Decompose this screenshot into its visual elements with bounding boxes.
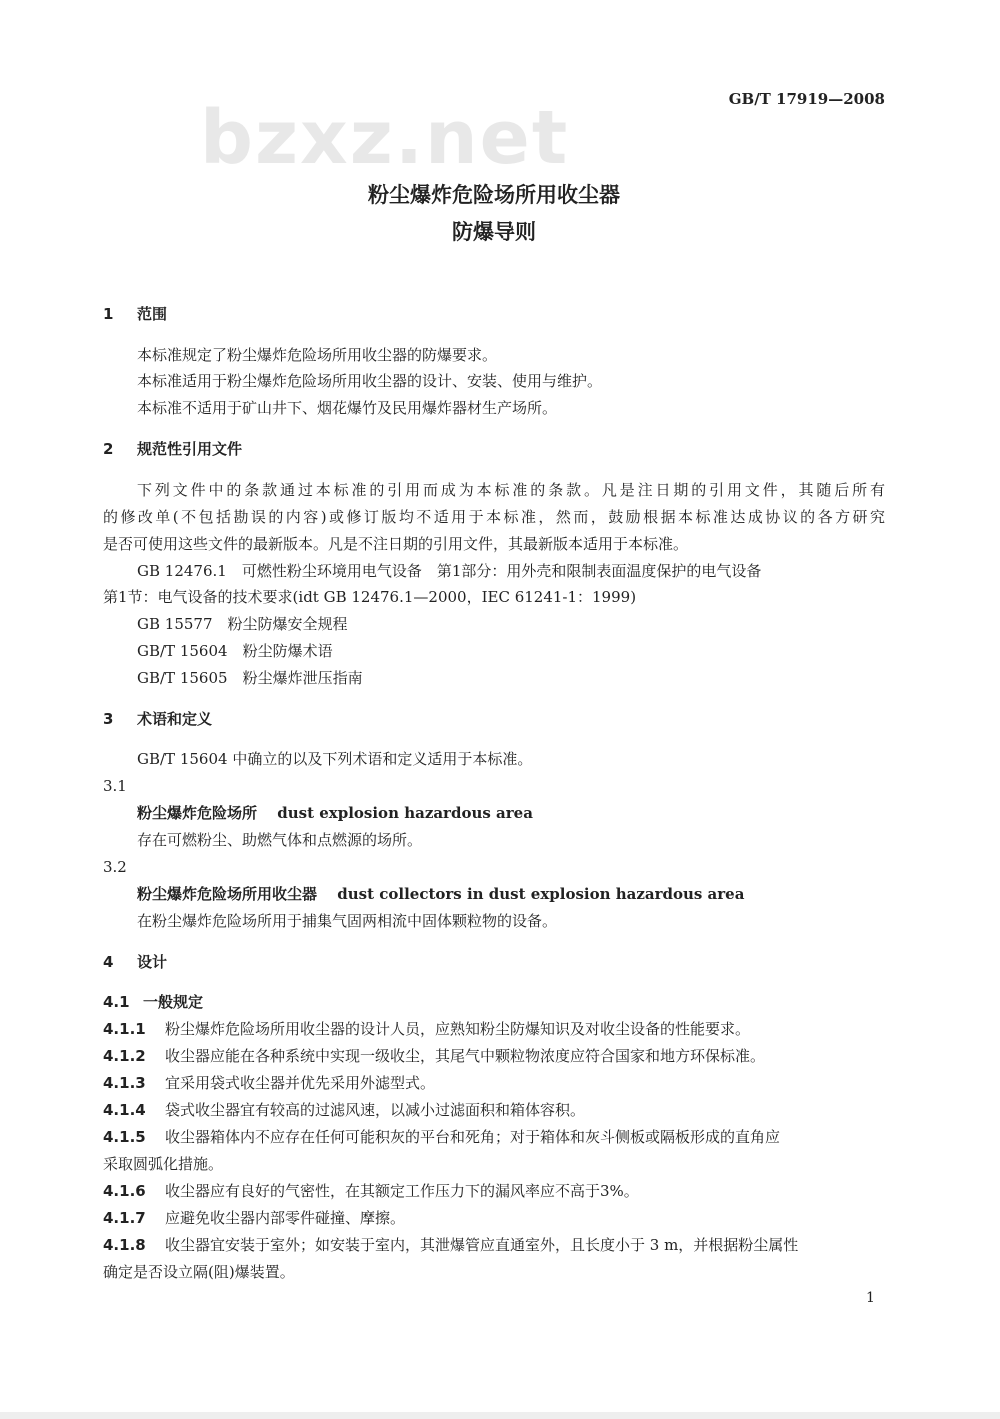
watermark: bzxz.net [200, 95, 570, 181]
reference-title: 粉尘防爆术语 [242, 642, 333, 660]
paragraph: 本标准规定了粉尘爆炸危险场所用收尘器的防爆要求。 [137, 346, 498, 364]
subsection-heading [103, 992, 203, 1012]
reference-code: GB/T 15604 [137, 642, 228, 660]
section-4-heading [103, 952, 167, 972]
subsection-title: 一般规定 [143, 993, 204, 1011]
standard-number: GB/T 17919—2008 [728, 90, 885, 108]
clause [103, 1100, 585, 1120]
section-2-heading [103, 439, 242, 459]
clause-number: 4.1.5 [103, 1128, 146, 1146]
reference-title: 粉尘爆炸泄压指南 [242, 669, 363, 687]
clause-number: 4.1.1 [103, 1020, 146, 1038]
term-zh: 粉尘爆炸危险场所用收尘器 [137, 885, 318, 903]
term-definition: 在粉尘爆炸危险场所用于捕集气固两相流中固体颗粒物的设备。 [137, 912, 558, 930]
clause-continuation: 确定是否设立隔(阻)爆装置。 [103, 1263, 295, 1281]
paragraph-line: 是否可使用这些文件的最新版本。凡是不注日期的引用文件，其最新版本适用于本标准。 [103, 535, 689, 553]
section-3-heading [103, 709, 212, 729]
reference-code: GB 12476.1 [137, 562, 227, 580]
section-number: 3 [103, 710, 114, 728]
clause-number: 4.1.6 [103, 1182, 146, 1200]
term-heading [137, 884, 744, 904]
paragraph-line: 下列文件中的条款通过本标准的引用而成为本标准的条款。凡是注日期的引用文件，其随后所有 [137, 481, 885, 499]
title-line-1: 粉尘爆炸危险场所用收尘器 [368, 183, 620, 207]
reference-title: 可燃性粉尘环境用电气设备 第1部分：用外壳和限制表面温度保护的电气设备 [241, 562, 762, 580]
term-number: 3.2 [103, 858, 127, 876]
clause-number: 4.1.3 [103, 1074, 146, 1092]
clause-text: 收尘器箱体内不应存在任何可能积灰的平台和死角；对于箱体和灰斗侧板或隔板形成的直角应 [165, 1128, 781, 1146]
clause-text: 收尘器宜安装于室外；如安装于室内，其泄爆管应直通室外，且长度小于 3 m，并根据粉尘属性 [165, 1236, 799, 1254]
clause-number: 4.1.7 [103, 1209, 146, 1227]
reference-item [137, 641, 333, 661]
clause-number: 4.1.8 [103, 1236, 146, 1254]
clause [103, 1073, 435, 1093]
section-title: 术语和定义 [137, 710, 213, 728]
term-heading [137, 803, 533, 823]
clause-text: 宜采用袋式收尘器并优先采用外滤型式。 [165, 1074, 436, 1092]
clause-number: 4.1.2 [103, 1047, 146, 1065]
page-number: 1 [866, 1290, 875, 1306]
term-number: 3.1 [103, 777, 127, 795]
paragraph: 本标准适用于粉尘爆炸危险场所用收尘器的设计、安装、使用与维护。 [137, 372, 603, 390]
section-title: 范围 [137, 305, 168, 323]
section-number: 4 [103, 953, 114, 971]
clause-continuation: 采取圆弧化措施。 [103, 1155, 224, 1173]
term-en: dust collectors in dust explosion hazardous area [337, 885, 745, 903]
clause-text: 收尘器应有良好的气密性，在其额定工作压力下的漏风率应不高于3%。 [165, 1182, 639, 1200]
section-title: 设计 [137, 953, 168, 971]
clause [103, 1235, 798, 1255]
clause [103, 1208, 405, 1228]
term-definition: 存在可燃粉尘、助燃气体和点燃源的场所。 [137, 831, 423, 849]
clause [103, 1046, 765, 1066]
reference-code: GB/T 15605 [137, 669, 228, 687]
term-en: dust explosion hazardous area [277, 804, 533, 822]
clause-number: 4.1.4 [103, 1101, 146, 1119]
page-bottom-edge [0, 1412, 1000, 1419]
term-zh: 粉尘爆炸危险场所 [137, 804, 258, 822]
clause-text: 粉尘爆炸危险场所用收尘器的设计人员，应熟知粉尘防爆知识及对收尘设备的性能要求。 [165, 1020, 751, 1038]
clause-text: 收尘器应能在各种系统中实现一级收尘，其尾气中颗粒物浓度应符合国家和地方环保标准。 [165, 1047, 766, 1065]
reference-code: GB 15577 [137, 615, 213, 633]
reference-item [137, 668, 363, 688]
clause [103, 1019, 750, 1039]
paragraph-line: 的修改单(不包括勘误的内容)或修订版均不适用于本标准，然而，鼓励根据本标准达成协议的各方研究 [103, 508, 885, 526]
clause [103, 1181, 639, 1201]
reference-continuation: 第1节：电气设备的技术要求(idt GB 12476.1—2000，IEC 61241-1：1999) [103, 588, 637, 606]
clause-text: 袋式收尘器宜有较高的过滤风速，以减小过滤面积和箱体容积。 [165, 1101, 586, 1119]
section-number: 2 [103, 440, 114, 458]
reference-title: 粉尘防爆安全规程 [227, 615, 348, 633]
section-1-heading [103, 304, 167, 324]
reference-item [137, 561, 761, 581]
title-line-2: 防爆导则 [452, 220, 536, 244]
subsection-number: 4.1 [103, 993, 130, 1011]
section-number: 1 [103, 305, 114, 323]
section-title: 规范性引用文件 [137, 440, 243, 458]
clause-text: 应避免收尘器内部零件碰撞、摩擦。 [165, 1209, 406, 1227]
reference-item [137, 614, 348, 634]
clause [103, 1127, 780, 1147]
paragraph: 本标准不适用于矿山井下、烟花爆竹及民用爆炸器材生产场所。 [137, 399, 558, 417]
paragraph: GB/T 15604 中确立的以及下列术语和定义适用于本标准。 [137, 750, 533, 768]
